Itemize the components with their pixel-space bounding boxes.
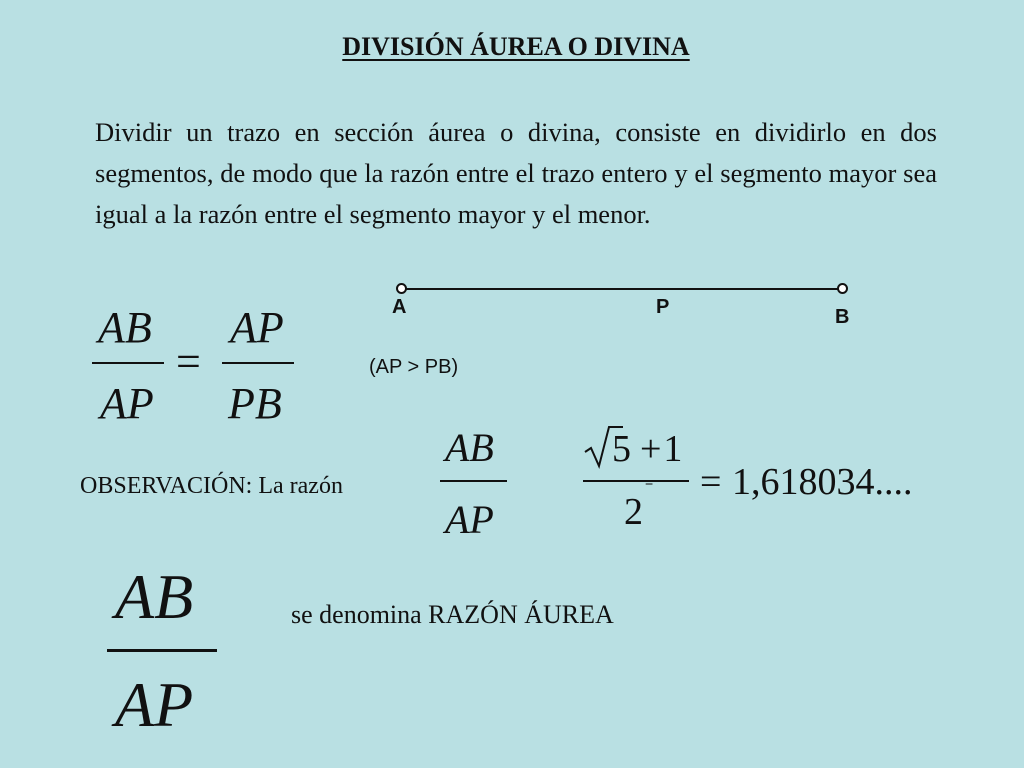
point-a-marker xyxy=(396,283,407,294)
small-equals: = xyxy=(645,474,654,490)
point-b-label: B xyxy=(835,306,850,328)
golden-ratio-text: se denomina RAZÓN ÁUREA xyxy=(291,600,614,629)
golden-num: AB xyxy=(115,561,194,632)
point-a-label: A xyxy=(392,296,407,318)
golden-fraction-bar xyxy=(107,649,217,652)
eq1-equals: = xyxy=(176,337,201,386)
page-title: DIVISIÓN ÁUREA O DIVINA xyxy=(342,32,690,61)
observation-label: OBSERVACIÓN: La razón xyxy=(80,473,343,499)
point-p-label: P xyxy=(656,296,670,318)
golden-den: AP xyxy=(115,669,194,740)
condition-text: (AP > PB) xyxy=(369,356,459,378)
plus-one: +1 xyxy=(640,428,685,470)
obs-fraction-bar xyxy=(440,480,507,482)
eq1-num2: AP xyxy=(230,303,284,352)
obs-den: AP xyxy=(445,497,494,542)
definition-paragraph: Dividir un trazo en sección áurea o divina, consiste en dividirlo en dos segmentos, de modo que la razón entre el trazo entero y el segmento mayor sea igual a la razón entre el segmento mayor y el menor. xyxy=(95,117,937,229)
eq1-fraction-bar-1 xyxy=(92,362,164,364)
eq1-den2: PB xyxy=(228,379,282,428)
value-equals: = xyxy=(700,461,722,503)
sqrt-argument: 5 xyxy=(612,428,631,470)
obs-num: AB xyxy=(445,425,494,470)
value-fraction-bar xyxy=(583,480,689,482)
golden-value: 1,618034.... xyxy=(732,461,913,503)
point-b-marker xyxy=(837,283,848,294)
value-den: 2 xyxy=(624,491,643,533)
eq1-den1: AP xyxy=(100,379,154,428)
eq1-fraction-bar-2 xyxy=(222,362,294,364)
eq1-num1: AB xyxy=(98,303,152,352)
segment-line xyxy=(403,288,844,290)
